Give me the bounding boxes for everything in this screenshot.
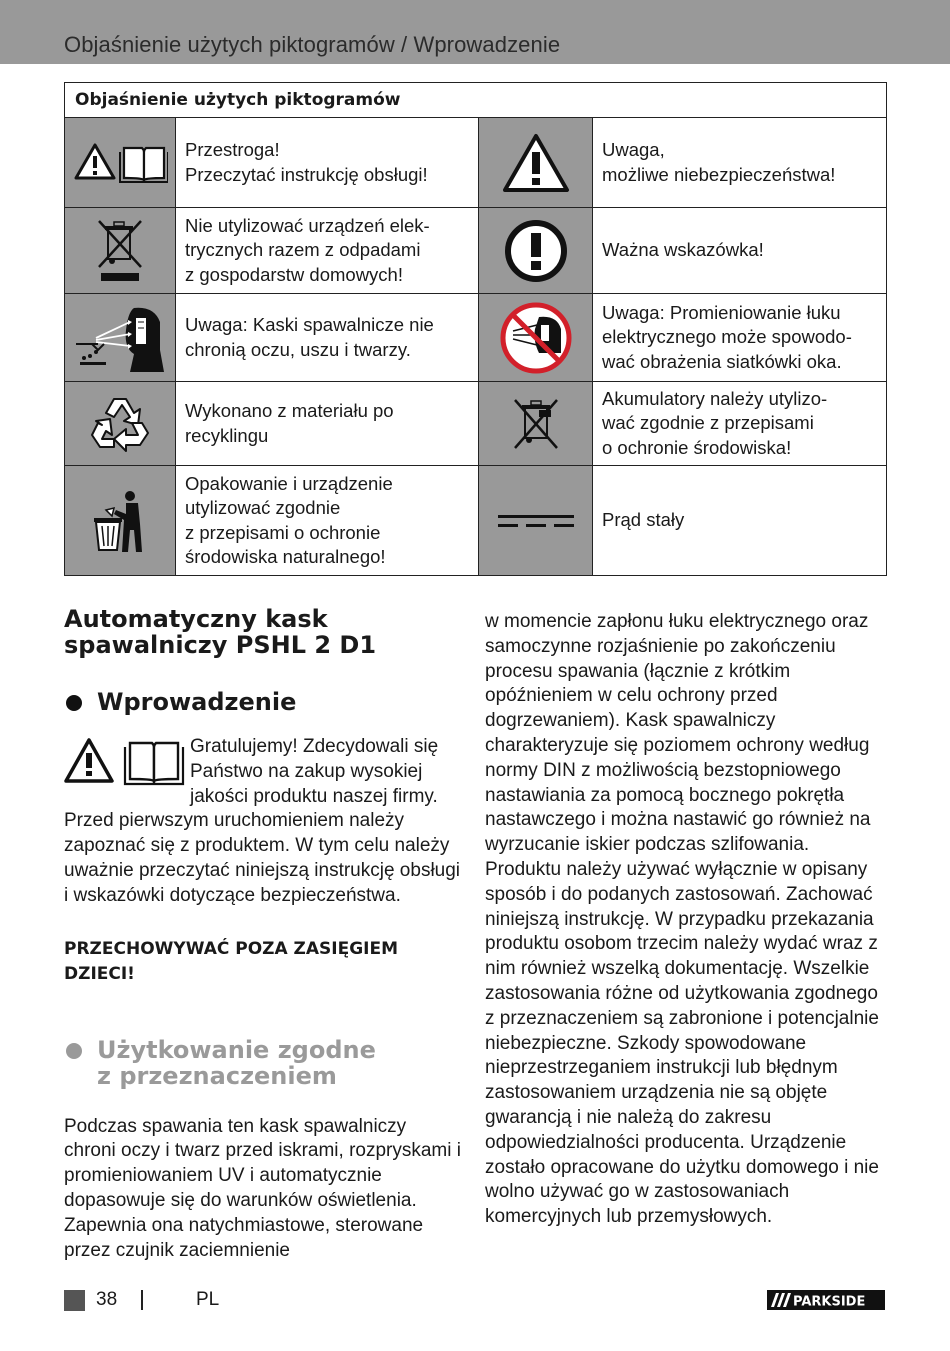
parkside-logo xyxy=(767,1290,885,1310)
icon-cell xyxy=(479,382,593,466)
footer-divider xyxy=(141,1290,143,1310)
warning-manual-icon xyxy=(72,140,168,186)
pictogram-description: Prąd stały xyxy=(593,466,887,576)
recycle-icon xyxy=(88,393,152,455)
section-heading-intro: Wprowadzenie xyxy=(64,689,462,715)
pictogram-description: Opakowanie i urządzenie utylizować zgodnie z przepisami o ochronie środowiska naturalnego! xyxy=(176,466,479,576)
section-heading-intended-use: Użytkowanie zgodne z przeznaczeniem xyxy=(64,1037,462,1089)
pictogram-table xyxy=(64,82,887,576)
pictogram-description: Uwaga: Promieniowanie łuku elektrycznego może spowodo- wać obrażenia siatkówki oka. xyxy=(593,294,887,382)
crossed-bin-battery-icon xyxy=(511,396,561,452)
table-row xyxy=(65,382,887,466)
product-title: Automatyczny kask spawalniczy PSHL 2 D1 xyxy=(64,605,377,659)
dispose-in-bin-icon xyxy=(92,488,148,554)
icon-cell xyxy=(479,118,593,208)
pictogram-description: Uwaga, możliwe niebezpieczeństwa! xyxy=(593,118,887,208)
table-row xyxy=(65,466,887,576)
svg-text:PARKSIDE: PARKSIDE xyxy=(793,1294,866,1310)
intended-use-continued-paragraph: w momencie zapłonu łuku elektrycznego oraz samoczynne rozjaśnienie po zakończeniu procesu spawania (łącznie z krótkim opóźnieniem w celu ochrony przed dogrzewaniem). Kask spawalniczy charakteryzuje się poziomem ochrony według normy DIN z możliwością bezstopniowego nastawiania za pomocą bocznego pokrętła nastawczego i można nastawić go również na wyrzucanie iskier podczas szlifowania. Produktu należy używać wyłącznie w opisany sposób i do podanych zastosowań. Zachować niniejszą instrukcję. W przypadku przekazania produktu osobom trzecim należy wydać wraz z nim również wszelką dokumentację. Wszelkie zastosowania różne od użytkowania zgodnego z przeznaczeniem są zabronione i potencjalnie niebezpieczne. Szkody spowodowane nieprzestrzeganiem instrukcji lub błędnym zastosowaniem urządzenia nie są objęte gwarancją i nie należą do zakresu odpowiedzialności producenta. Urządzenie zostało opracowane do użytku domowego i nie wolno używać go w zastosowaniach komercyjnych lub przemysłowych. xyxy=(485,611,879,1228)
icon-cell xyxy=(65,294,176,382)
intro-block xyxy=(64,735,462,909)
pictogram-description: Ważna wskazówka! xyxy=(593,208,887,294)
pictogram-description: Wykonano z materiału po recyklingu xyxy=(176,382,479,466)
footer-marker xyxy=(64,1290,85,1311)
right-column xyxy=(485,610,885,1230)
icon-cell xyxy=(65,382,176,466)
left-column xyxy=(64,606,462,1263)
pictogram-description: Uwaga: Kaski spawalnicze nie chronią oczu, uszu i twarzy. xyxy=(176,294,479,382)
page-title: Objaśnienie użytych piktogramów / Wprowadzenie xyxy=(64,32,561,57)
warning-triangle-icon xyxy=(501,132,571,194)
table-row xyxy=(65,118,887,208)
child-safety-warning: PRZECHOWYWAĆ POZA ZASIĘGIEM DZIECI! xyxy=(64,938,399,984)
bullet-icon xyxy=(66,695,82,711)
icon-cell xyxy=(65,466,176,576)
pictogram-description: Nie utylizować urządzeń elek- trycznych razem z odpadami z gospodarstw domowych! xyxy=(176,208,479,294)
pictogram-table-heading: Objaśnienie użytych piktogramów xyxy=(65,83,887,118)
intended-use-paragraph: Podczas spawania ten kask spawalniczy chroni oczy i twarz przed iskrami, rozpryskami i promieniowaniem UV i automatycznie dopasowuje się do warunków oświetlenia. Zapewnia ona natychmiastowe, sterowane przez czujnik zaciemnienie xyxy=(64,1115,461,1261)
arc-radiation-prohibited-icon xyxy=(499,301,573,375)
crossed-bin-icon xyxy=(95,217,145,285)
icon-cell xyxy=(479,466,593,576)
page-number: 38 xyxy=(96,1289,118,1310)
icon-cell xyxy=(65,118,176,208)
warning-manual-icon xyxy=(64,737,186,787)
exclamation-circle-icon xyxy=(504,219,568,283)
intro-paragraph: Gratulujemy! Zdecydowali się Państwo na zakup wysokiej jakości produktu naszej firmy. Przed pierwszym uruchomieniem należy zapoznać się z produktem. W tym celu należy uważnie przeczytać niniejszą instrukcję obsługi i wskazówki dotyczące bezpieczeństwa. xyxy=(64,736,461,906)
pictogram-description: Przestroga! Przeczytać instrukcję obsługi! xyxy=(176,118,479,208)
pictogram-description: Akumulatory należy utylizo- wać zgodnie z przepisami o ochronie środowiska! xyxy=(593,382,887,466)
icon-cell xyxy=(479,294,593,382)
language-code: PL xyxy=(196,1289,220,1310)
bullet-icon xyxy=(66,1043,82,1059)
icon-cell xyxy=(65,208,176,294)
table-row xyxy=(65,294,887,382)
table-row xyxy=(65,208,887,294)
direct-current-icon xyxy=(496,511,576,531)
icon-cell xyxy=(479,208,593,294)
welding-helmet-icon xyxy=(72,300,168,376)
